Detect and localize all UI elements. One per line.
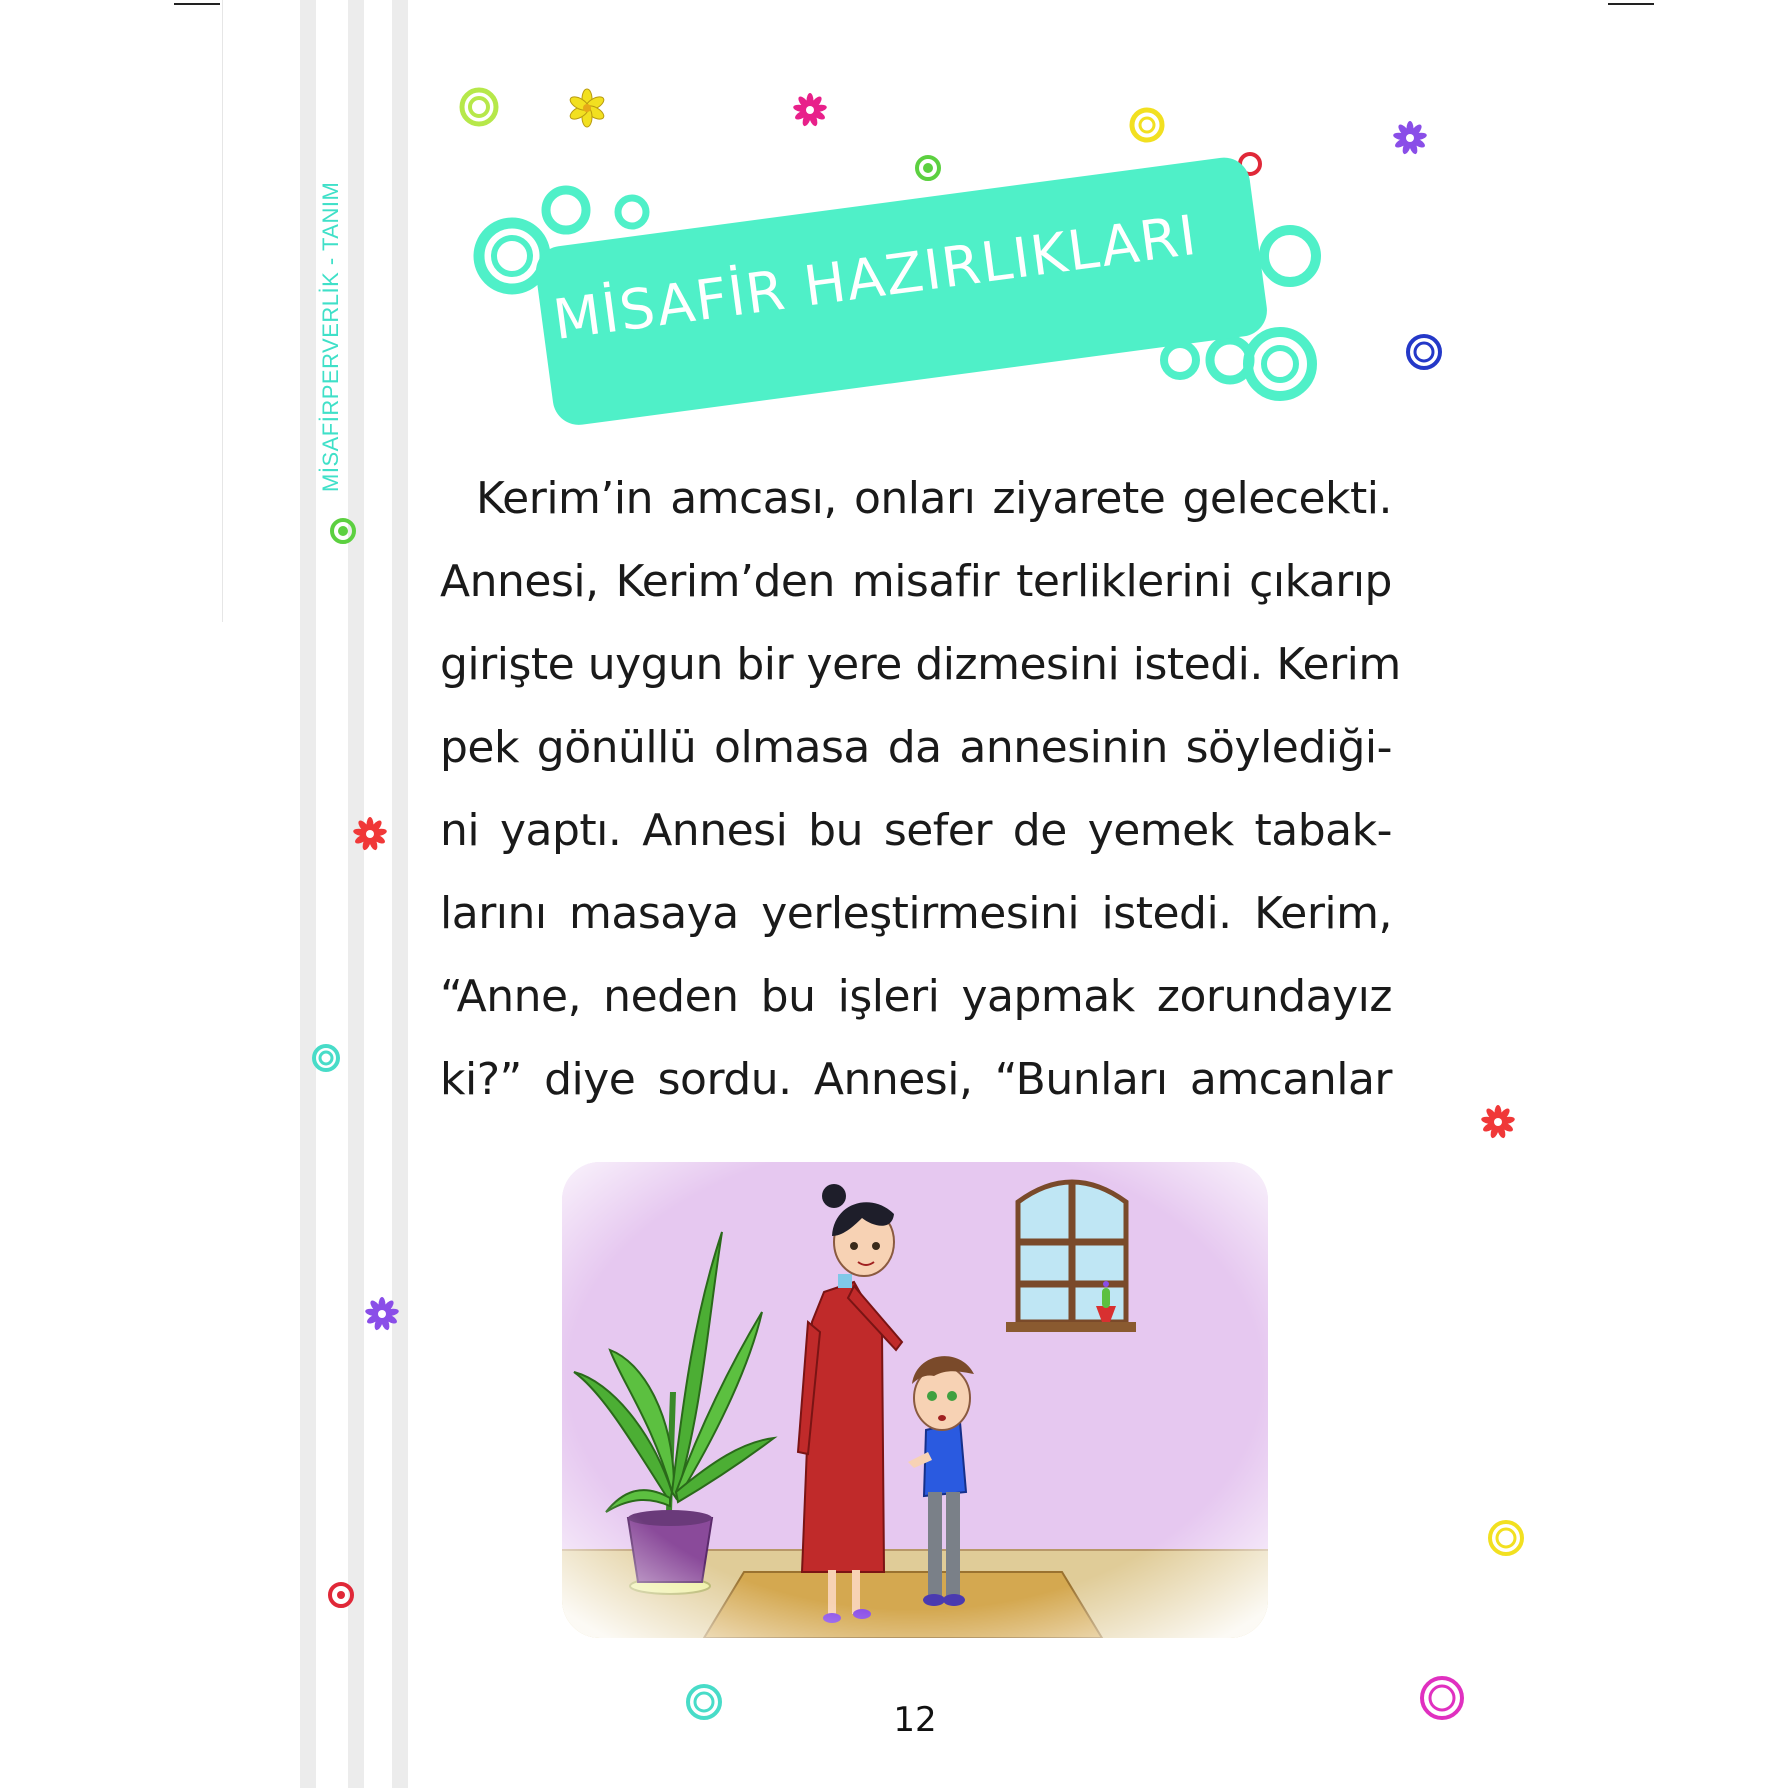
gutter-stripe [300,0,316,1788]
crop-mark-right [1608,3,1654,5]
page-number: 12 [893,1700,937,1740]
ring-icon [684,1682,724,1722]
story-line: Annesi, Kerim’den misafir terliklerini çıkarıp [440,556,1392,607]
story-line: pek gönüllü olmasa da annesinin söylediği- [440,722,1392,773]
story-line: Kerim’in amcası, onları ziyarete gelecekti. [476,473,1392,524]
gutter-stripe [392,0,408,1788]
story-line: girişte uygun bir yere dizmesini istedi. Kerim [440,639,1401,690]
flower-icon [564,88,610,128]
flower-icon [1390,118,1430,158]
ring-icon [326,1580,356,1610]
gutter-stripe [348,0,364,1788]
title-banner [470,140,1350,440]
story-line: “Anne, neden bu işleri yapmak zorundayız [440,971,1392,1022]
flower-icon [790,90,830,130]
page-title: MİSAFİR HAZIRLIKLARI [549,202,1202,352]
ring-icon [328,516,358,546]
flower-icon [362,1294,402,1334]
flower-icon [350,814,390,854]
ring-icon [1404,332,1444,372]
ring-icon [458,86,500,128]
page-edge-line [222,0,223,622]
story-line: ki?” diye sordu. Annesi, “Bunları amcanlar [440,1054,1392,1105]
story-line: larını masaya yerleştirmesini istedi. Kerim, [440,888,1392,939]
story-line: ni yaptı. Annesi bu sefer de yemek tabak- [440,805,1392,856]
flower-icon [1478,1102,1518,1142]
ring-icon [1418,1674,1466,1722]
crop-mark-left [174,3,220,5]
ring-icon [310,1042,342,1074]
section-side-label: MİSAFİRPERVERLİK - TANIM [318,181,343,492]
story-text [440,457,1401,1121]
ring-icon [1486,1518,1526,1558]
ring-icon [1128,106,1166,144]
mother-and-son-illustration [562,1162,1268,1638]
